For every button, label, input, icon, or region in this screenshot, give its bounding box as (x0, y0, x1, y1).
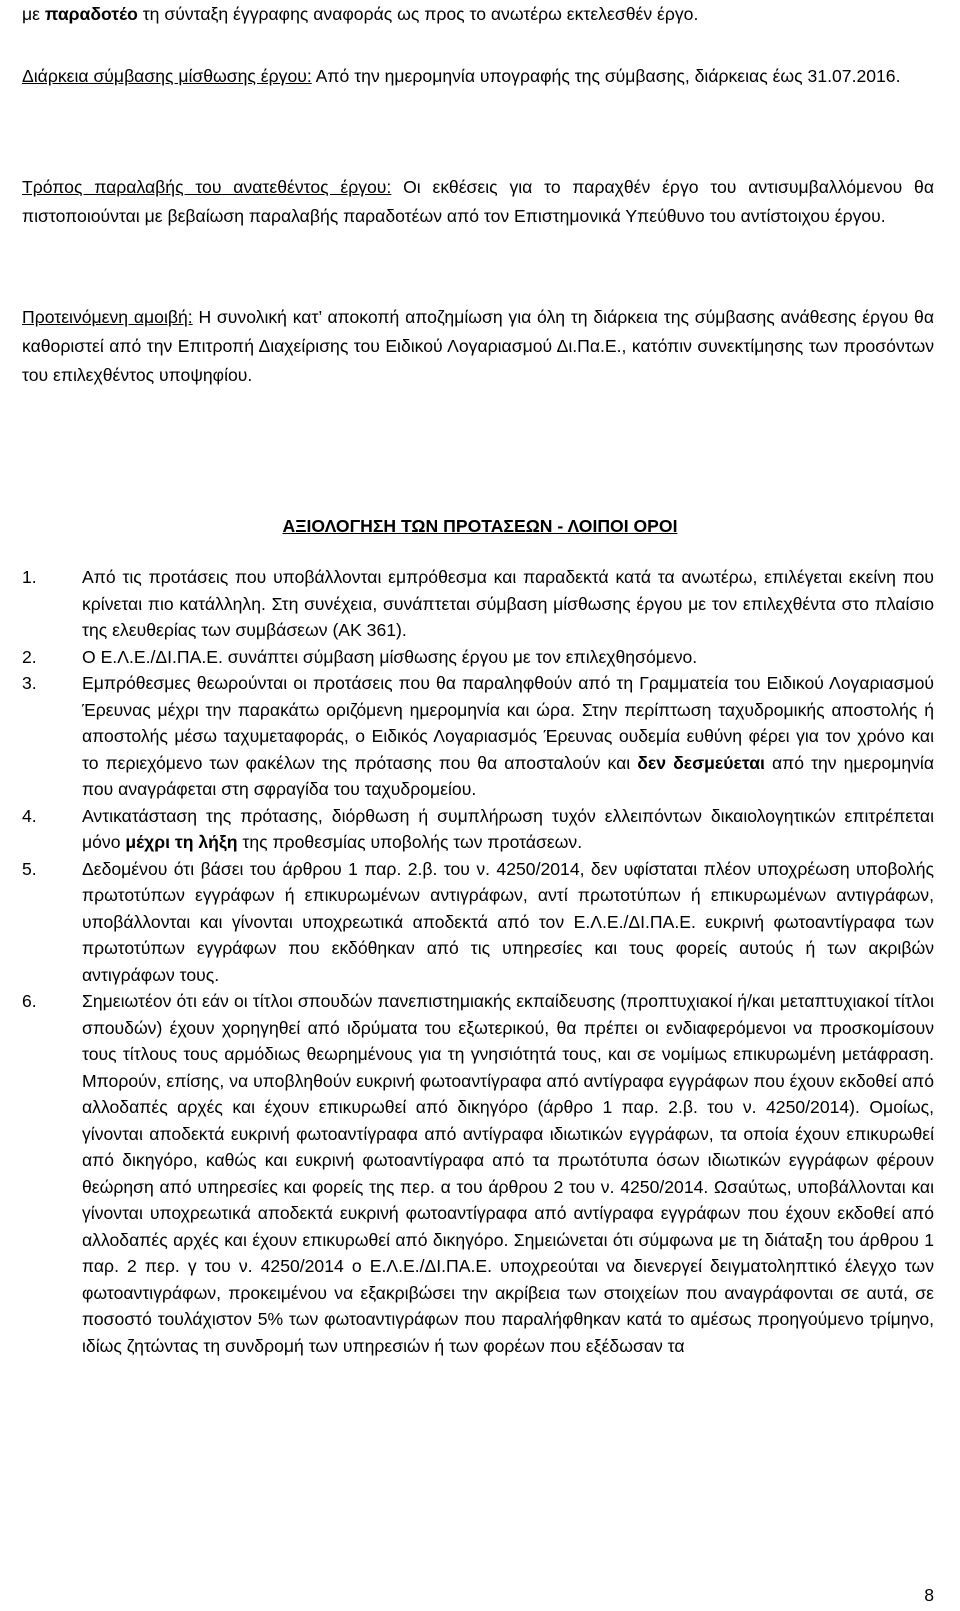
bold-text: δεν δεσμεύεται (637, 752, 765, 773)
list-item (22, 856, 934, 989)
list-item (22, 644, 934, 671)
text: τη σύνταξη έγγραφης αναφοράς ως προς το ανωτέρω εκτελεσθέν έργο. (137, 4, 699, 24)
item-text: από την ημερομηνία που αναγράφεται στη σφραγίδα του ταχυδρομείου. (82, 752, 934, 799)
item-number: 1. (22, 567, 37, 587)
page-number: 8 (924, 1585, 934, 1605)
item-text: Εμπρόθεσμες θεωρούνται οι προτάσεις που θα παραληφθούν από τη Γραμματεία του Ειδικού Λογαριασμού Έρευνας μέχρι την παρακάτω οριζόμενη ημερομηνία και ώρα. Στην περίπτωση ταχυδρομικής αποστολής ή αποστολής μέσω ταχυμεταφοράς, ο Ειδικός Λογαριασμός Έρευνας ουδεμία ευθύνη φέρει για τον χρόνο και το περιεχόμενο των φακέλων της πρότασης που θα αποσταλούν και (82, 673, 934, 773)
bold-text: παραδοτέο (44, 4, 138, 24)
underlined-label: Διάρκεια σύμβασης μίσθωσης έργου: (22, 66, 312, 86)
list-item (22, 564, 934, 644)
item-number: 4. (22, 805, 37, 826)
paragraph-proposed-fee (22, 303, 934, 390)
text: Από την ημερομηνία υπογραφής της σύμβασης, διάρκειας έως 31.07.2016. (311, 66, 901, 86)
text: Η συνολική κατ’ αποκοπή αποζημίωση για όλη τη διάρκεια της σύμβασης ανάθεσης έργου θα καθοριστεί από την Επιτροπή Διαχείρισης του Ειδικού Λογαριασμού Δι.Πα.Ε., κατόπιν συνεκτίμησης των προσόντων του επιλεχθέντος υποψηφίου. (22, 307, 934, 385)
item-text: Σημειωτέον ότι εάν οι τίτλοι σπουδών πανεπιστημιακής εκπαίδευσης (προπτυχιακοί ή/και μεταπτυχιακοί τίτλοι σπουδών) έχουν χορηγηθεί από ιδρύματα του εξωτερικού, θα πρέπει οι ενδιαφερόμενοι να προσκομίσουν τους τίτλους τους αρμόδιως θεωρημένους για τη γνησιότητά τους, και σε νομίμως επικυρωμένη μετάφραση. Μπορούν, επίσης, να υποβληθούν ευκρινή φωτοαντίγραφα από αντίγραφα εγγράφων που έχουν εκδοθεί από αλλοδαπές αρχές και έχουν επικυρωθεί από δικηγόρο (άρθρο 1 παρ. 2.β. του ν. 4250/2014). Ομοίως, γίνονται αποδεκτά ευκρινή φωτοαντίγραφα από αντίγραφα ιδιωτικών εγγράφων, τα οποία έχουν επικυρωθεί από δικηγόρο, καθώς και ευκρινή φωτοαντίγραφα από τα πρωτότυπα όσων ιδιωτικών εγγράφων φέρουν θεώρηση από υπηρεσίες και φορείς της περ. α του άρθρου 2 του ν. 4250/2014. Ωσαύτως, υποβάλλονται και γίνονται υποχρεωτικά αποδεκτά ευκρινή φωτοαντίγραφα από αντίγραφα εγγράφων που έχουν εκδοθεί από αλλοδαπές αρχές και έχουν επικυρωθεί από δικηγόρο. Σημειώνεται ότι σύμφωνα με τη διάταξη του άρθρου 1 παρ. 2 περ. γ του ν. 4250/2014 ο Ε.Λ.Ε./ΔΙ.ΠΑ.Ε. υποχρεούται να διενεργεί δειγματοληπτικό έλεγχο των φωτοαντιγράφων, προκειμένου να εξακριβώσει την ακρίβεια των στοιχείων που αναγράφονται σε αυτά, σε ποσοστό τουλάχιστον 5% των φωτοαντιγράφων που παραλήφθηκαν κατά το αμέσως προηγούμενο τρίμηνο, ιδίως ζητώντας τη συνδρομή των υπηρεσιών ή των φορέων που εξέδωσαν τα (82, 991, 934, 1356)
terms-list (22, 564, 934, 1359)
list-item (22, 988, 934, 1359)
item-text: Αντικατάσταση της πρότασης, διόρθωση ή συμπλήρωση τυχόν ελλειπόντων δικαιολογητικών επιτρέπεται μόνο (82, 805, 934, 852)
underlined-label: Τρόπος παραλαβής του ανατεθέντος έργου: (22, 177, 392, 197)
item-number: 2. (22, 646, 37, 667)
underlined-label: Προτεινόμενη αμοιβή: (22, 307, 193, 327)
bold-text: μέχρι τη λήξη (125, 832, 238, 852)
item-number: 3. (22, 673, 37, 693)
text: με (22, 4, 45, 24)
item-number: 6. (22, 991, 37, 1011)
paragraph-contract-duration (22, 62, 934, 91)
item-text: Ο Ε.Λ.Ε./ΔΙ.ΠΑ.Ε. συνάπτει σύμβαση μίσθωσης έργου με τον επιλεχθησόμενο. (82, 646, 698, 667)
text: Οι εκθέσεις για το παραχθέν έργο του αντισυμβαλλόμενου θα πιστοποιούνται με βεβαίωση παραλαβής παραδοτέων από τον Επιστημονικά Υπεύθυνο του αντίστοιχου έργου. (22, 177, 934, 226)
item-text: Από τις προτάσεις που υποβάλλονται εμπρόθεσμα και παραδεκτά κατά τα ανωτέρω, επιλέγεται εκείνη που κρίνεται πιο κατάλληλη. Στη συνέχεια, συνάπτεται σύμβαση μίσθωσης έργου με τον επιλεχθέντα στο πλαίσιο της ελευθερίας των συμβάσεων (ΑΚ 361). (82, 567, 934, 640)
paragraph-deliverable (22, 0, 934, 29)
section-heading: ΑΞΙΟΛΟΓΗΣΗ ΤΩΝ ΠΡΟΤΑΣΕΩΝ - ΛΟΙΠΟΙ ΟΡΟΙ (282, 516, 678, 536)
item-text: της προθεσμίας υποβολής των προτάσεων. (237, 832, 583, 852)
list-item (22, 670, 934, 803)
item-text: Δεδομένου ότι βάσει του άρθρου 1 παρ. 2.β. του ν. 4250/2014, δεν υφίσταται πλέον υποχρέωση υποβολής πρωτοτύπων εγγράφων ή επικυρωμένων αντιγράφων, αντί πρωτοτύπων ή επικυρωμένων αντιγράφων, υποβάλλονται και γίνονται υποχρεωτικά αποδεκτά από τον Ε.Λ.Ε./ΔΙ.ΠΑ.Ε. ευκρινή φωτοαντίγραφα των πρωτοτύπων εγγράφων που εκδόθηκαν από τις υπηρεσίες και τους φορείς αυτούς ή των ακριβών αντιγράφων τους. (82, 858, 934, 985)
list-item (22, 803, 934, 856)
item-number: 5. (22, 858, 37, 879)
paragraph-acceptance-method (22, 173, 934, 231)
